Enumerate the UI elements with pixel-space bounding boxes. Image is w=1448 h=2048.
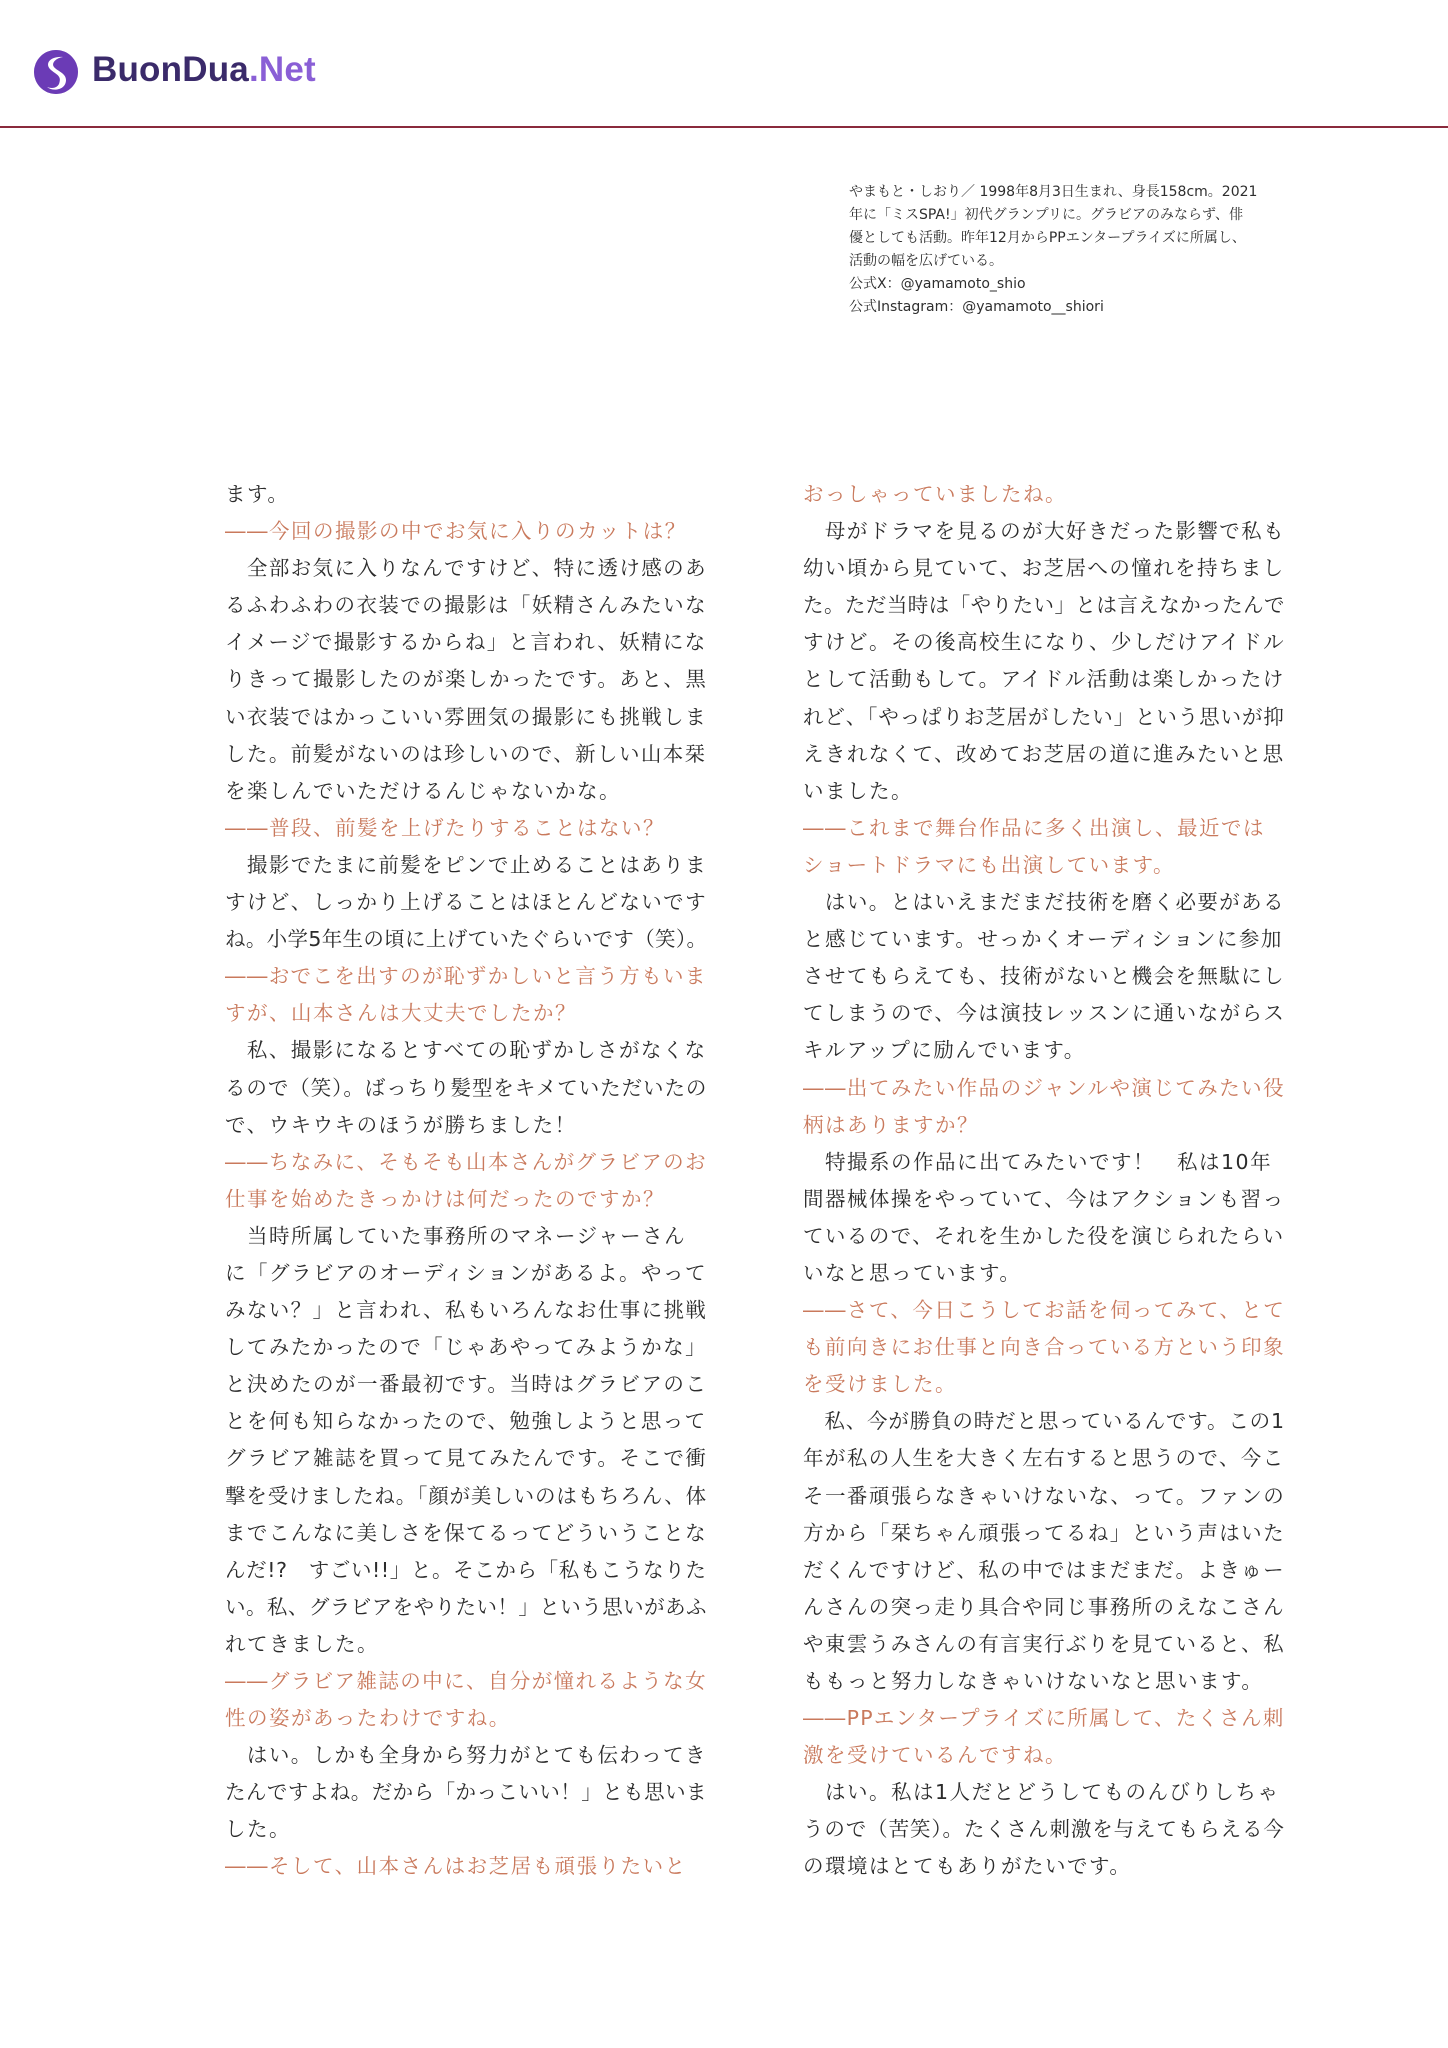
interview-question-line: ――普段、前髪を上げたりすることはない？ (225, 815, 665, 840)
interview-answer-line: 母がドラマを見るのが大好きだった影響で私も (803, 519, 1285, 544)
interview-answer-line: てしまうので、今は演技レッスンに通いながらス (803, 1001, 1286, 1026)
interview-question-line: 仕事を始めたきっかけは何だったのですか？ (225, 1186, 665, 1211)
interview-answer-line: い衣装ではかっこいい雰囲気の撮影にも挑戦しま (225, 704, 707, 729)
interview-answer-line: はい。私は1人だとどうしてものんびりしちゃ (803, 1780, 1280, 1805)
interview-answer-line: イメージで撮影するからね」と言われ、妖精にな (225, 630, 707, 655)
logo-brand-text: BuonDua (92, 50, 249, 89)
profile-caption (849, 181, 1289, 319)
interview-answer-line: グラビア雑誌を買って見てみたんです。そこで衝 (225, 1446, 708, 1471)
interview-answer-line: んさんの突っ走り具合や同じ事務所のえなこさん (803, 1594, 1285, 1619)
interview-question-line: ――ちなみに、そもそも山本さんがグラビアのお (225, 1149, 707, 1174)
interview-answer-line: んだ!? すごい!!」と。そこから「私もこうなりた (225, 1557, 707, 1582)
article-column-left (225, 476, 708, 1886)
interview-question-line: 激を受けているんですね。 (803, 1743, 1067, 1768)
buondua-s-logo-icon[interactable] (32, 48, 80, 96)
interview-question-line: ――おでこを出すのが恥ずかしいと言う方もいま (225, 964, 707, 989)
interview-answer-line: 当時所属していた事務所のマネージャーさん (225, 1223, 687, 1248)
interview-answer-line: と感じています。せっかくオーディションに参加 (803, 927, 1283, 952)
site-logo-link[interactable] (92, 50, 316, 90)
profile-line: 年に「ミスSPA!」初代グランプリに。グラビアのみならず、俳 (849, 207, 1243, 223)
interview-answer-line: 私、今が勝負の時だと思っているんです。この1 (803, 1409, 1285, 1434)
interview-answer-line: ももっと努力しなきゃいけないなと思います。 (803, 1669, 1264, 1693)
interview-question-line: も前向きにお仕事と向き合っている方という印象 (803, 1335, 1285, 1360)
interview-answer-line: た。ただ当時は「やりたい」とは言えなかったんで (803, 593, 1285, 618)
interview-answer-line: れてきました。 (225, 1631, 379, 1656)
interview-answer-line: ているので、それを生かした役を演じられたらい (803, 1223, 1285, 1248)
interview-answer-line: 撮影でたまに前髪をピンで止めることはありま (225, 852, 707, 877)
interview-answer-line: うので（苦笑）。たくさん刺激を与えてもらえる今 (803, 1817, 1285, 1842)
interview-answer-line: や東雲うみさんの有言実行ぶりを見ていると、私 (803, 1631, 1285, 1656)
interview-answer-line: れど、「やっぱりお芝居がしたい」という思いが抑 (803, 704, 1285, 729)
interview-answer-line: 年が私の人生を大きく左右すると思うので、今こ (803, 1446, 1285, 1471)
interview-answer-line: 間器械体操をやっていて、今はアクションも習っ (803, 1186, 1285, 1211)
interview-answer-line: すけど、しっかり上げることはほとんどないです (225, 890, 707, 915)
interview-answer-line: ね。小学5年生の頃に上げていたぐらいです（笑）。 (225, 927, 708, 952)
interview-answer-line: 撃を受けましたね。「顔が美しいのはもちろん、体 (225, 1483, 707, 1508)
interview-answer-line: キルアップに励んでいます。 (803, 1038, 1086, 1063)
interview-question-line: ――そして、山本さんはお芝居も頑張りたいと (225, 1854, 687, 1879)
interview-answer-line: 幼い頃から見ていて、お芝居への憧れを持ちまし (803, 556, 1285, 581)
interview-answer-line: えきれなくて、改めてお芝居の道に進みたいと思 (803, 741, 1285, 766)
interview-answer-line: した。 (225, 1817, 291, 1842)
interview-question-line: ――さて、今日こうしてお話を伺ってみて、とて (803, 1298, 1286, 1323)
interview-question-line: ――出てみたい作品のジャンルや演じてみたい役 (803, 1075, 1286, 1100)
interview-answer-line: すけど。その後高校生になり、少しだけアイドル (803, 630, 1286, 655)
interview-answer-line: りきって撮影したのが楽しかったです。あと、黒 (225, 667, 708, 692)
interview-answer-line: はい。しかも全身から努力がとても伝わってき (225, 1743, 707, 1768)
interview-question-line: 性の姿があったわけですね。 (225, 1706, 511, 1731)
profile-line: 活動の幅を広げている。 (849, 253, 1003, 269)
profile-line: やまもと・しおり／ 1998年8月3日生まれ、身長158cm。2021 (849, 184, 1258, 200)
interview-answer-line: と決めたのが一番最初です。当時はグラビアのこ (225, 1372, 708, 1397)
interview-answer-line: の環境はとてもありがたいです。 (803, 1854, 1132, 1879)
interview-answer-line: してみたかったので「じゃあやってみようかな」 (225, 1335, 707, 1360)
profile-line: 優としても活動。昨年12月からPPエンタープライズに所属し、 (849, 230, 1246, 246)
interview-question-line: ――今回の撮影の中でお気に入りのカットは？ (225, 519, 687, 544)
interview-answer-line: いなと思っています。 (803, 1260, 1022, 1285)
interview-question-line: ショートドラマにも出演しています。 (803, 852, 1175, 877)
interview-question-line: ――これまで舞台作品に多く出演し、最近では (803, 815, 1265, 840)
interview-answer-line: に「グラビアのオーディションがあるよ。やって (225, 1260, 707, 1285)
interview-answer-line: だくんですけど、私の中ではまだまだ。よきゅー (803, 1557, 1285, 1582)
interview-answer-line: とを何も知らなかったので、勉強しようと思って (225, 1409, 707, 1434)
profile-line: 公式Instagram：@yamamoto__shiori (849, 299, 1104, 315)
interview-question-line: ――グラビア雑誌の中に、自分が憧れるような女 (225, 1669, 707, 1693)
interview-answer-line: い。私、グラビアをやりたい！」という思いがあふ (225, 1594, 707, 1619)
interview-answer-line: るので（笑）。ばっちり髪型をキメていただいたの (225, 1075, 708, 1100)
interview-answer-line: 全部お気に入りなんですけど、特に透け感のあ (225, 556, 707, 581)
interview-answer-line: そ一番頑張らなきゃいけないな、って。ファンの (803, 1483, 1286, 1508)
interview-answer-line: した。前髪がないのは珍しいので、新しい山本栞 (225, 741, 707, 766)
interview-answer-line: いました。 (803, 778, 913, 803)
interview-answer-line: たんですよね。だから「かっこいい！」とも思いま (225, 1780, 707, 1805)
interview-answer-line: までこんなに美しさを保てるってどういうことな (225, 1520, 707, 1545)
site-header (0, 0, 1448, 128)
interview-answer-line: ます。 (225, 482, 290, 506)
interview-answer-line: みない？」と言われ、私もいろんなお仕事に挑戦 (225, 1298, 708, 1323)
interview-question-line: 柄はありますか？ (803, 1112, 979, 1137)
interview-answer-line: 方から「栞ちゃん頑張ってるね」という声はいた (803, 1520, 1285, 1545)
interview-answer-line: 特撮系の作品に出てみたいです！ 私は10年 (803, 1149, 1273, 1174)
interview-answer-line: るふわふわの衣装での撮影は「妖精さんみたいな (225, 593, 707, 618)
logo-tld-text: .Net (248, 50, 316, 89)
interview-question-line: を受けました。 (803, 1372, 957, 1397)
interview-answer-line: として活動もして。アイドル活動は楽しかったけ (803, 667, 1285, 692)
interview-question-line: おっしゃっていましたね。 (803, 482, 1067, 506)
interview-answer-line: を楽しんでいただけるんじゃないかな。 (225, 778, 621, 803)
interview-question-line: すが、山本さんは大丈夫でしたか？ (225, 1001, 577, 1026)
interview-question-line: ――PPエンタープライズに所属して、たくさん刺 (803, 1706, 1285, 1731)
profile-line: 公式X：@yamamoto_shio (849, 276, 1026, 292)
interview-answer-line: はい。とはいえまだまだ技術を磨く必要がある (803, 890, 1285, 915)
interview-answer-line: させてもらえても、技術がないと機会を無駄にし (803, 964, 1285, 989)
article-column-right (803, 476, 1286, 1886)
interview-answer-line: 私、撮影になるとすべての恥ずかしさがなくな (225, 1038, 707, 1063)
interview-answer-line: で、ウキウキのほうが勝ちました！ (225, 1112, 577, 1137)
